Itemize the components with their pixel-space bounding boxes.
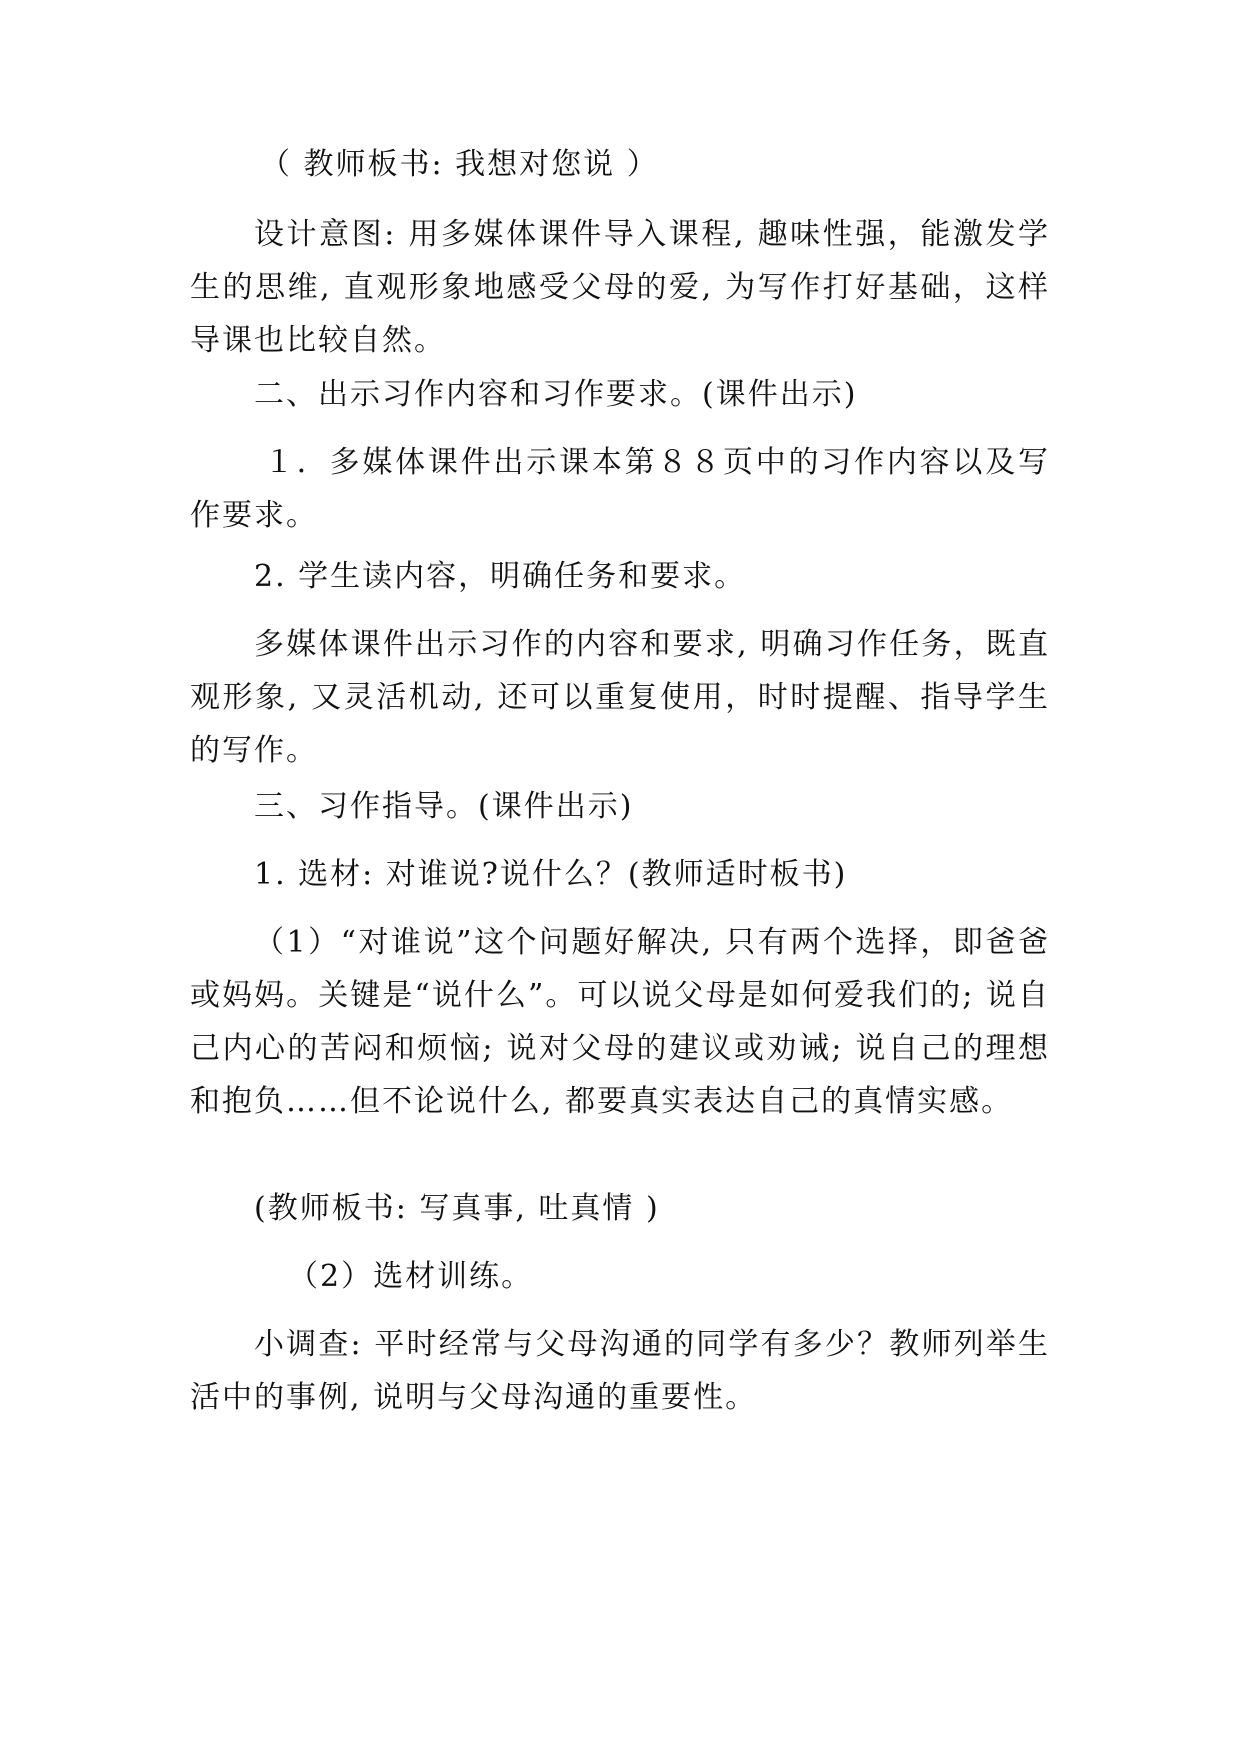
section-three-heading: 三、习作指导。(课件出示) bbox=[254, 789, 634, 824]
step-one-paragraph: １．多媒体课件出示课本第８８页中的习作内容以及写作要求。 bbox=[190, 445, 1050, 533]
step-two-paragraph: 2. 学生读内容，明确任务和要求。 bbox=[254, 559, 747, 594]
section-two-heading: 二、出示习作内容和习作要求。(课件出示) bbox=[254, 377, 858, 412]
survey-paragraph: 小调查: 平时经常与父母沟通的同学有多少？教师列举生活中的事例, 说明与父母沟通的重要性。 bbox=[190, 1327, 1050, 1415]
selection-training-paragraph: （2）选材训练。 bbox=[288, 1259, 534, 1294]
board-note-paragraph: （ 教师板书: 我想对您说 ） bbox=[260, 147, 659, 182]
multimedia-intent-paragraph: 多媒体课件出示习作的内容和要求, 明确习作任务，既直观形象, 又灵活机动, 还可以重复使用，时时提醒、指导学生的写作。 bbox=[190, 627, 1050, 768]
design-intent-paragraph: 设计意图: 用多媒体课件导入课程, 趣味性强，能激发学生的思维, 直观形象地感受父母的爱, 为写作打好基础，这样导课也比较自然。 bbox=[190, 217, 1050, 358]
who-to-talk-paragraph: （1）“对谁说”这个问题好解决, 只有两个选择，即爸爸或妈妈。关键是“说什么”。可以说父母是如何爱我们的; 说自己内心的苦闷和烦恼; 说对父母的建议或劝诫; 说自己的理想和抱负……但不论说什么, 都要真实表达自己的真情实感。 bbox=[190, 925, 1050, 1119]
material-selection-paragraph: 1. 选材: 对谁说?说什么？(教师适时板书) bbox=[254, 857, 848, 892]
board-writing-note: (教师板书: 写真事, 吐真情 ) bbox=[254, 1191, 660, 1226]
